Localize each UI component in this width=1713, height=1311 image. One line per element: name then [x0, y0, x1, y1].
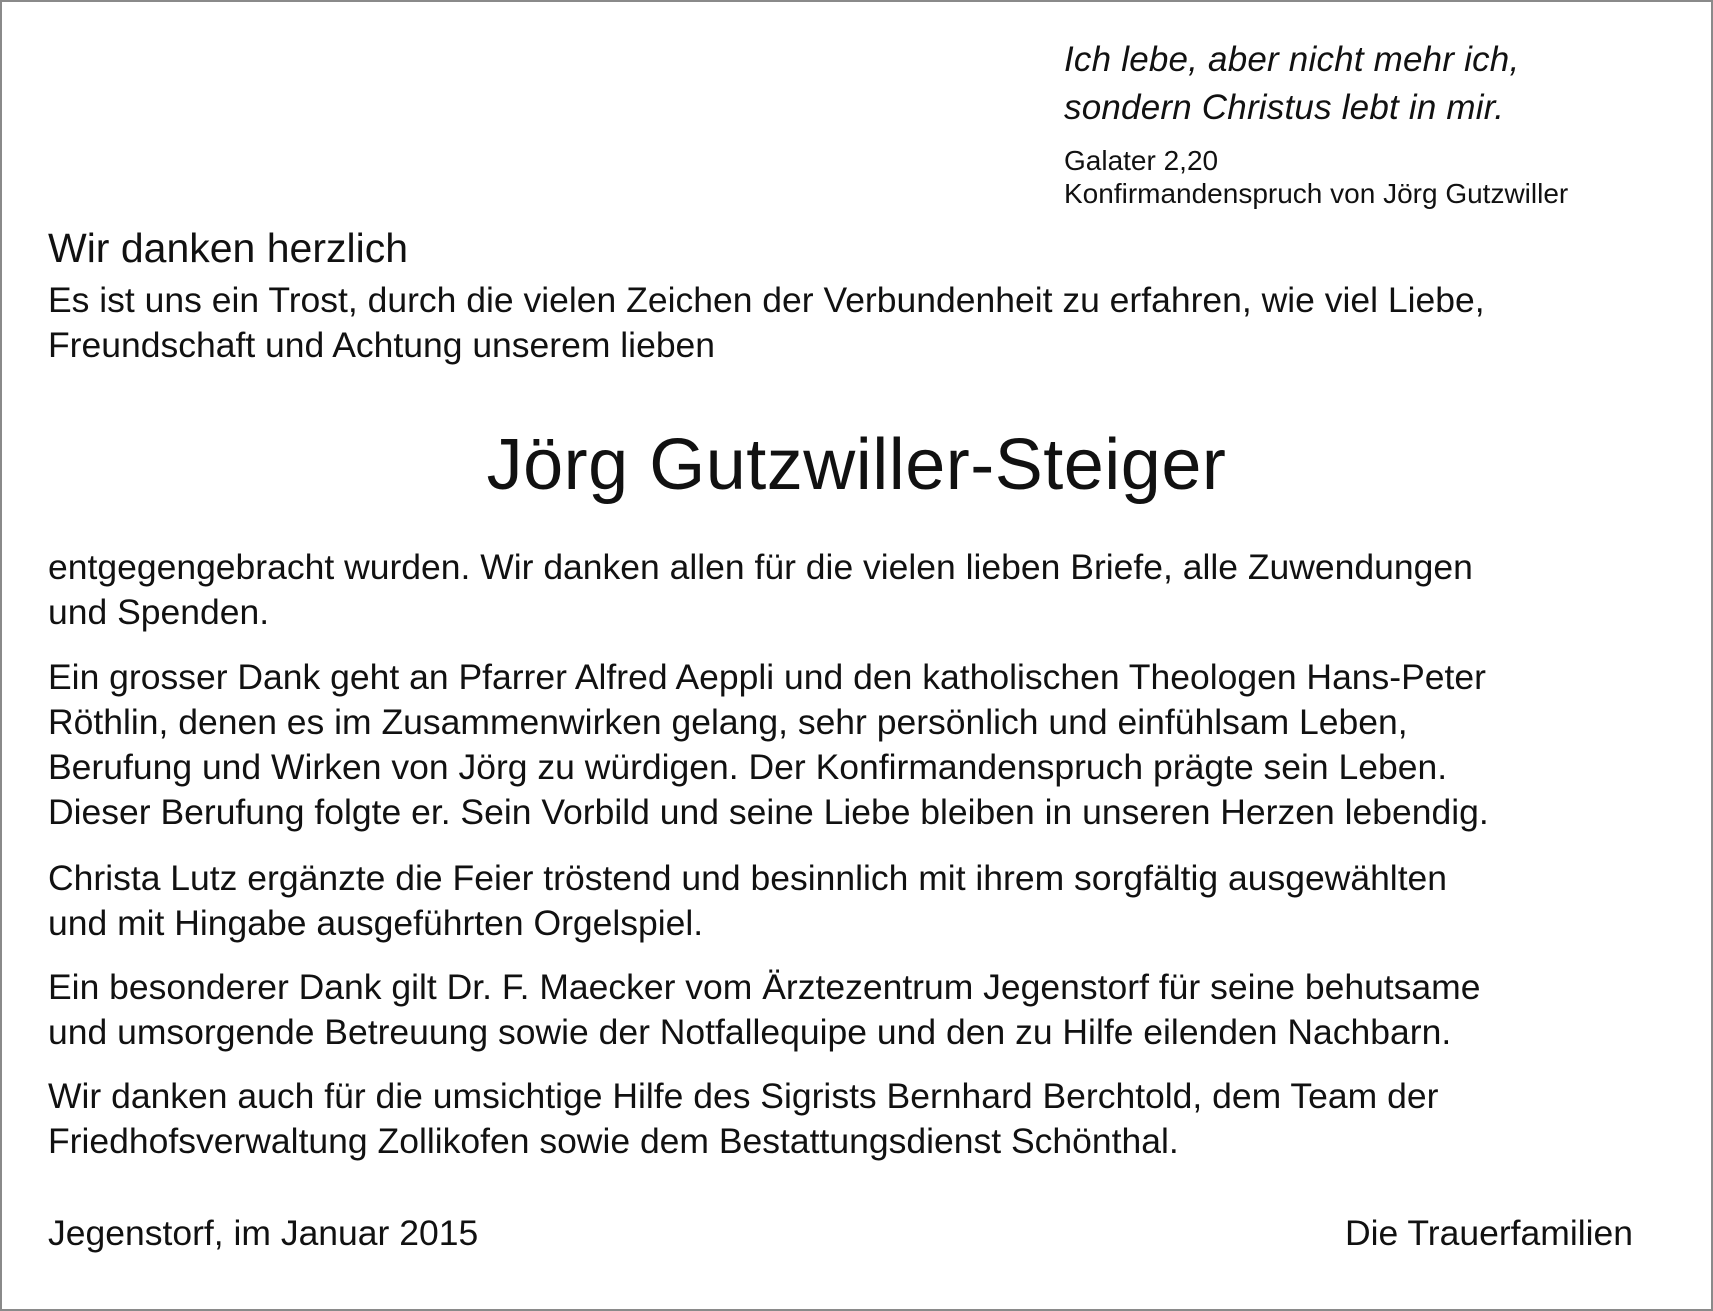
text-line: und Spenden.	[48, 592, 270, 632]
text-line: entgegengebracht wurden. Wir danken allen für die vielen lieben Briefe, alle Zuwendungen	[48, 547, 1473, 587]
motto-note: Konfirmandenspruch von Jörg Gutzwiller	[1064, 178, 1569, 209]
motto-block	[1064, 36, 1684, 210]
motto-quote-line: sondern Christus lebt in mir.	[1064, 88, 1505, 127]
text-line: Röthlin, denen es im Zusammenwirken gelang, sehr persönlich und einfühlsam Leben,	[48, 702, 1408, 742]
text-line: Wir danken auch für die umsichtige Hilfe des Sigrists Bernhard Berchtold, dem Team der	[48, 1076, 1439, 1116]
text-line: Dieser Berufung folgte er. Sein Vorbild und seine Liebe bleiben in unseren Herzen lebendig.	[48, 792, 1489, 832]
text-line: Christa Lutz ergänzte die Feier tröstend und besinnlich mit ihrem sorgfältig ausgewählten	[48, 858, 1448, 898]
paragraph-thanks-doctor	[48, 965, 1688, 1055]
text-line: Friedhofsverwaltung Zollikofen sowie dem Bestattungsdienst Schönthal.	[48, 1121, 1179, 1161]
paragraph-thanks-helpers	[48, 1074, 1688, 1164]
page-heading: Wir danken herzlich	[48, 225, 409, 271]
motto-reference: Galater 2,20	[1064, 145, 1219, 176]
text-line: Freundschaft und Achtung unserem lieben	[48, 325, 716, 365]
text-line: Es ist uns ein Trost, durch die vielen Zeichen der Verbundenheit zu erfahren, wie viel Liebe,	[48, 280, 1485, 320]
text-line: Ein besonderer Dank gilt Dr. F. Maecker vom Ärztezentrum Jegenstorf für seine behutsame	[48, 967, 1481, 1007]
signature: Die Trauerfamilien	[1344, 1213, 1633, 1253]
paragraph-thanks-letters	[48, 545, 1688, 635]
place-date: Jegenstorf, im Januar 2015	[48, 1213, 479, 1253]
intro-paragraph	[48, 278, 1688, 368]
paragraph-thanks-clergy	[48, 655, 1688, 835]
text-line: Ein grosser Dank geht an Pfarrer Alfred Aeppli und den katholischen Theologen Hans-Peter	[48, 657, 1486, 697]
paragraph-thanks-organist	[48, 856, 1688, 946]
text-line: und mit Hingabe ausgeführten Orgelspiel.	[48, 903, 704, 943]
text-line: Berufung und Wirken von Jörg zu würdigen. Der Konfirmandenspruch prägte sein Leben.	[48, 747, 1448, 787]
deceased-name: Jörg Gutzwiller-Steiger	[486, 425, 1227, 505]
text-line: und umsorgende Betreuung sowie der Notfallequipe und den zu Hilfe eilenden Nachbarn.	[48, 1012, 1452, 1052]
motto-quote-line: Ich lebe, aber nicht mehr ich,	[1064, 40, 1520, 79]
